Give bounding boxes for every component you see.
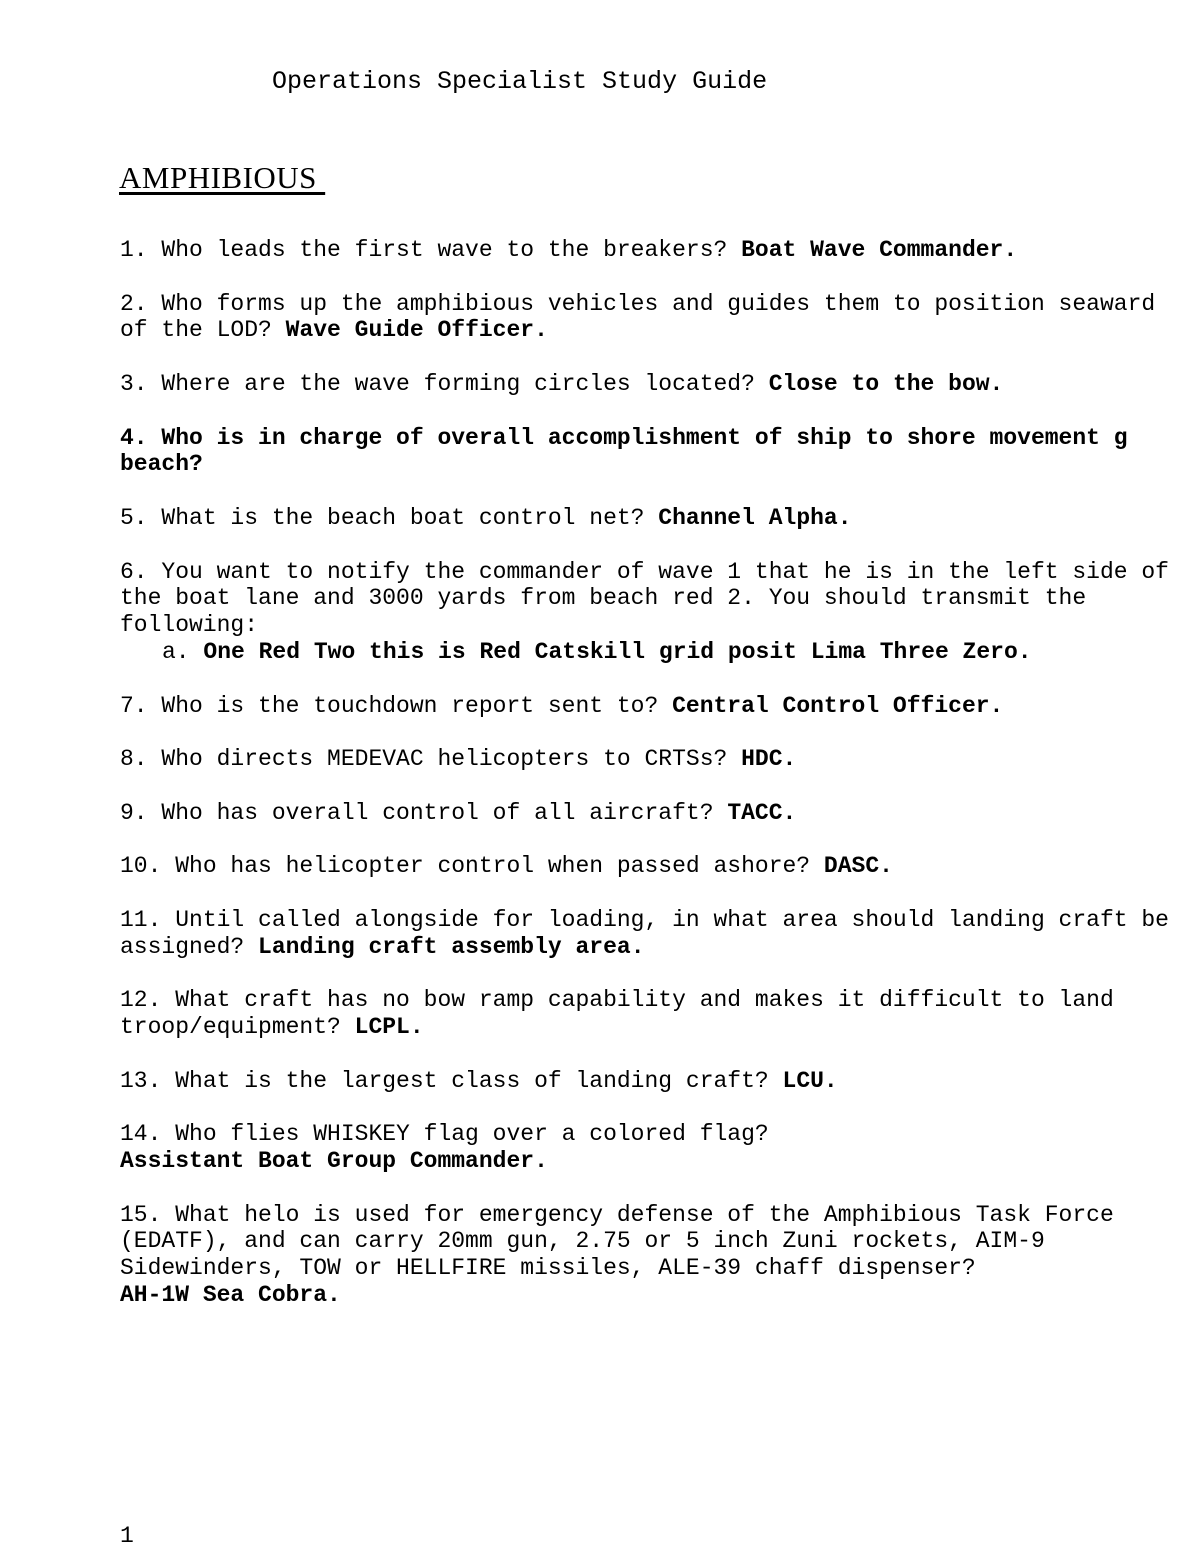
question-text-continued: beach? <box>120 451 203 478</box>
sub-answer-line <box>120 639 1180 666</box>
question-text: 15. What helo is used for emergency defense of the Amphibious Task Force (EDATF), and can carry 20mm gun, 2.75 or 5 inch Zuni rockets, AIM-9 Sidewinders, TOW or HELLFIRE missiles, ALE-39 chaff dispenser? <box>120 1201 1114 1282</box>
answer-text: Central Control Officer. <box>672 692 1004 719</box>
section-heading-amphibious: AMPHIBIOUS <box>119 160 326 195</box>
question-text: 9. Who has overall control of all aircraft? <box>120 799 728 826</box>
question-item-3 <box>120 371 1180 398</box>
question-item-14 <box>120 1121 1180 1175</box>
answer-text: Boat Wave Commander. <box>741 237 1018 263</box>
question-item-5 <box>120 505 1180 532</box>
question-text: 7. Who is the touchdown report sent to? <box>120 692 673 719</box>
answer-text: TACC. <box>727 799 797 826</box>
question-text: 2. Who forms up the amphibious vehicles and guides them to position seaward of the LOD? <box>120 290 1156 344</box>
question-item-11 <box>120 907 1180 961</box>
answer-text: LCU. <box>782 1067 838 1094</box>
question-item-12 <box>120 987 1180 1041</box>
question-item-6 <box>120 559 1180 666</box>
question-item-7 <box>120 693 1180 720</box>
answer-text: LCPL. <box>354 1014 424 1041</box>
answer-text: Assistant Boat Group Commander. <box>120 1148 548 1175</box>
question-item-8 <box>120 746 1180 773</box>
question-text: 14. Who flies WHISKEY flag over a colored flag? <box>120 1121 769 1148</box>
question-item-4 <box>120 425 1180 479</box>
answer-text: Landing craft assembly area. <box>258 933 645 960</box>
question-text: 3. Where are the wave forming circles located? <box>120 370 769 397</box>
question-text: 8. Who directs MEDEVAC helicopters to CRTSs? <box>120 746 742 773</box>
question-item-9 <box>120 800 1180 827</box>
question-text: 12. What craft has no bow ramp capability and makes it difficult to land troop/equipment? <box>120 987 1114 1041</box>
sub-answer-label: a. <box>162 638 204 665</box>
question-text: 10. Who has helicopter control when passed ashore? <box>120 853 824 880</box>
answer-text: DASC. <box>823 853 893 880</box>
question-item-13 <box>120 1068 1180 1095</box>
question-item-2 <box>120 291 1180 345</box>
question-text: 4. Who is in charge of overall accomplishment of ship to shore movement g <box>120 424 1128 451</box>
answer-text: AH-1W Sea Cobra. <box>120 1282 341 1309</box>
question-text: 13. What is the largest class of landing craft? <box>120 1067 783 1094</box>
answer-text: Close to the bow. <box>768 370 1004 397</box>
answer-text: One Red Two this is Red Catskill grid posit Lima Three Zero. <box>203 638 1032 665</box>
question-text: 11. Until called alongside for loading, in what area should landing craft be assigned? <box>120 906 1169 960</box>
answer-text: HDC. <box>741 746 797 773</box>
page-number: 1 <box>120 1523 134 1549</box>
question-list <box>120 237 1180 1336</box>
question-text: 5. What is the beach boat control net? <box>120 504 659 531</box>
question-text: 6. You want to notify the commander of wave 1 that he is in the left side of the boat lane and 3000 yards from beach red 2. You should transmit the following: <box>120 558 1169 639</box>
question-item-1 <box>120 237 1180 264</box>
answer-text: Channel Alpha. <box>658 504 852 531</box>
question-item-15 <box>120 1202 1180 1309</box>
answer-text: Wave Guide Officer. <box>285 317 548 344</box>
question-text: 1. Who leads the first wave to the breakers? <box>120 237 742 263</box>
document-title: Operations Specialist Study Guide <box>272 67 768 96</box>
question-item-10 <box>120 853 1180 880</box>
